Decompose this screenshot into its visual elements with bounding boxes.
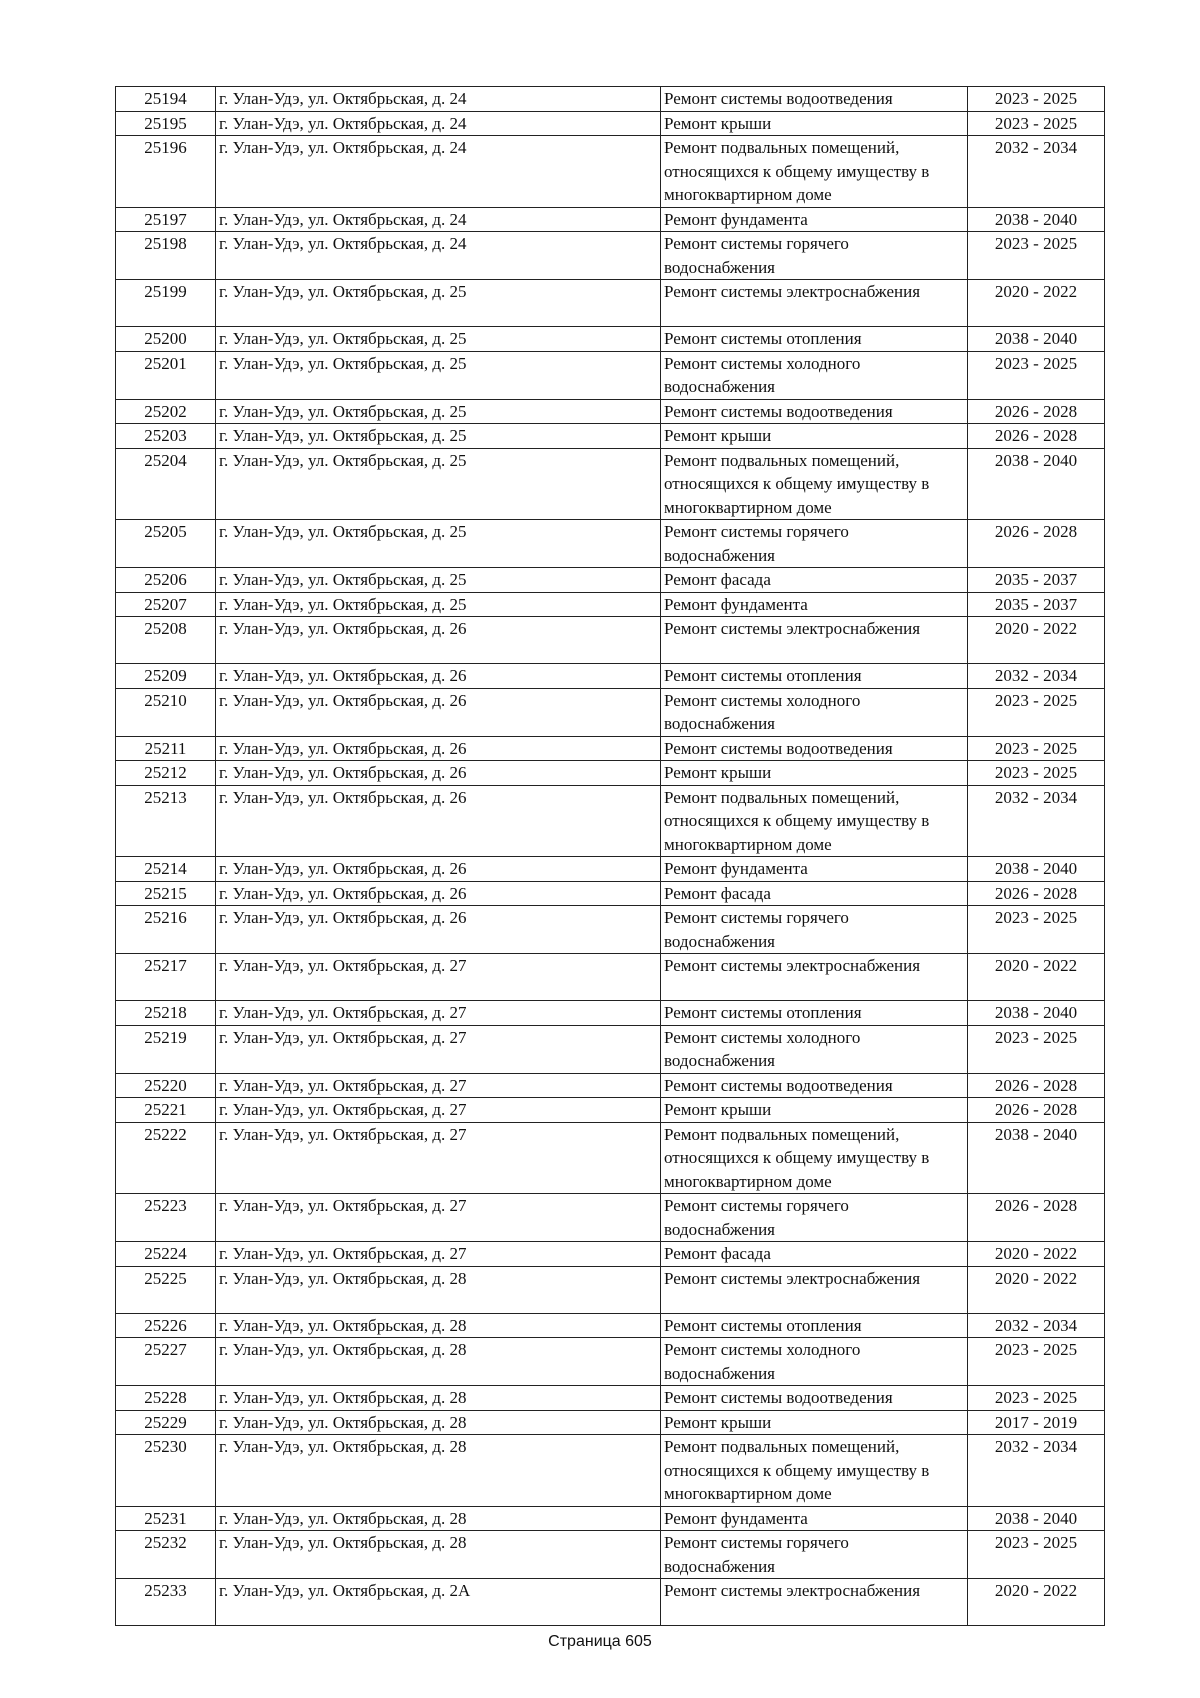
row-years: 2026 - 2028 [968, 1098, 1105, 1123]
row-years: 2026 - 2028 [968, 520, 1105, 568]
row-number: 25211 [116, 736, 216, 761]
row-address: г. Улан-Удэ, ул. Октябрьская, д. 26 [216, 881, 661, 906]
row-years: 2038 - 2040 [968, 448, 1105, 520]
table-row [116, 1001, 1105, 1026]
table-row [116, 906, 1105, 954]
row-number: 25221 [116, 1098, 216, 1123]
table-row [116, 592, 1105, 617]
row-number: 25213 [116, 785, 216, 857]
row-work-type: Ремонт системы горячего водоснабжения [661, 520, 968, 568]
table-row [116, 664, 1105, 689]
row-number: 25204 [116, 448, 216, 520]
row-work-type: Ремонт системы водоотведения [661, 736, 968, 761]
row-work-type: Ремонт системы отопления [661, 664, 968, 689]
row-address: г. Улан-Удэ, ул. Октябрьская, д. 24 [216, 87, 661, 112]
table-row [116, 881, 1105, 906]
row-years: 2026 - 2028 [968, 1194, 1105, 1242]
table-row [116, 1338, 1105, 1386]
row-address: г. Улан-Удэ, ул. Октябрьская, д. 25 [216, 399, 661, 424]
row-address: г. Улан-Удэ, ул. Октябрьская, д. 27 [216, 1073, 661, 1098]
table-row [116, 111, 1105, 136]
table-row [116, 1506, 1105, 1531]
row-address: г. Улан-Удэ, ул. Октябрьская, д. 28 [216, 1506, 661, 1531]
table-row [116, 1025, 1105, 1073]
row-address: г. Улан-Удэ, ул. Октябрьская, д. 26 [216, 736, 661, 761]
row-work-type: Ремонт системы горячего водоснабжения [661, 232, 968, 280]
row-number: 25202 [116, 399, 216, 424]
row-number: 25209 [116, 664, 216, 689]
row-work-type: Ремонт системы отопления [661, 327, 968, 352]
row-work-type: Ремонт системы горячего водоснабжения [661, 1194, 968, 1242]
row-work-type: Ремонт системы холодного водоснабжения [661, 688, 968, 736]
table-row [116, 1194, 1105, 1242]
row-number: 25201 [116, 351, 216, 399]
row-address: г. Улан-Удэ, ул. Октябрьская, д. 2А [216, 1579, 661, 1626]
table-row [116, 785, 1105, 857]
row-work-type: Ремонт системы отопления [661, 1001, 968, 1026]
table-row [116, 1435, 1105, 1507]
row-number: 25214 [116, 857, 216, 882]
row-number: 25206 [116, 568, 216, 593]
table-row [116, 327, 1105, 352]
row-years: 2038 - 2040 [968, 327, 1105, 352]
row-number: 25219 [116, 1025, 216, 1073]
row-address: г. Улан-Удэ, ул. Октябрьская, д. 25 [216, 592, 661, 617]
row-work-type: Ремонт системы горячего водоснабжения [661, 1531, 968, 1579]
row-address: г. Улан-Удэ, ул. Октябрьская, д. 27 [216, 1098, 661, 1123]
table-row [116, 1386, 1105, 1411]
row-number: 25205 [116, 520, 216, 568]
row-work-type: Ремонт системы водоотведения [661, 1073, 968, 1098]
row-number: 25228 [116, 1386, 216, 1411]
row-years: 2020 - 2022 [968, 1266, 1105, 1313]
row-number: 25212 [116, 761, 216, 786]
row-years: 2023 - 2025 [968, 1025, 1105, 1073]
row-years: 2026 - 2028 [968, 424, 1105, 449]
row-number: 25208 [116, 617, 216, 664]
table-row [116, 688, 1105, 736]
row-years: 2023 - 2025 [968, 1338, 1105, 1386]
row-work-type: Ремонт подвальных помещений, относящихся к общему имуществу в многоквартирном доме [661, 785, 968, 857]
row-number: 25218 [116, 1001, 216, 1026]
row-years: 2020 - 2022 [968, 617, 1105, 664]
row-number: 25229 [116, 1410, 216, 1435]
row-address: г. Улан-Удэ, ул. Октябрьская, д. 24 [216, 232, 661, 280]
row-address: г. Улан-Удэ, ул. Октябрьская, д. 24 [216, 207, 661, 232]
table-row [116, 351, 1105, 399]
row-years: 2032 - 2034 [968, 664, 1105, 689]
table-row [116, 1242, 1105, 1267]
row-number: 25194 [116, 87, 216, 112]
row-work-type: Ремонт системы водоотведения [661, 1386, 968, 1411]
row-work-type: Ремонт системы водоотведения [661, 399, 968, 424]
table-row [116, 736, 1105, 761]
row-work-type: Ремонт системы холодного водоснабжения [661, 351, 968, 399]
row-address: г. Улан-Удэ, ул. Октябрьская, д. 25 [216, 280, 661, 327]
row-years: 2026 - 2028 [968, 399, 1105, 424]
row-number: 25203 [116, 424, 216, 449]
row-work-type: Ремонт крыши [661, 1098, 968, 1123]
row-address: г. Улан-Удэ, ул. Октябрьская, д. 28 [216, 1435, 661, 1507]
row-address: г. Улан-Удэ, ул. Октябрьская, д. 25 [216, 327, 661, 352]
table-row [116, 1410, 1105, 1435]
row-years: 2038 - 2040 [968, 1001, 1105, 1026]
table-row [116, 954, 1105, 1001]
row-years: 2038 - 2040 [968, 1122, 1105, 1194]
row-address: г. Улан-Удэ, ул. Октябрьская, д. 26 [216, 617, 661, 664]
row-years: 2023 - 2025 [968, 1386, 1105, 1411]
row-address: г. Улан-Удэ, ул. Октябрьская, д. 25 [216, 568, 661, 593]
row-number: 25223 [116, 1194, 216, 1242]
table-row [116, 1579, 1105, 1626]
row-work-type: Ремонт системы холодного водоснабжения [661, 1338, 968, 1386]
row-address: г. Улан-Удэ, ул. Октябрьская, д. 28 [216, 1266, 661, 1313]
row-address: г. Улан-Удэ, ул. Октябрьская, д. 28 [216, 1338, 661, 1386]
row-work-type: Ремонт системы горячего водоснабжения [661, 906, 968, 954]
row-address: г. Улан-Удэ, ул. Октябрьская, д. 26 [216, 664, 661, 689]
row-years: 2026 - 2028 [968, 1073, 1105, 1098]
row-years: 2038 - 2040 [968, 857, 1105, 882]
row-work-type: Ремонт фундамента [661, 207, 968, 232]
row-years: 2017 - 2019 [968, 1410, 1105, 1435]
row-years: 2020 - 2022 [968, 280, 1105, 327]
row-number: 25195 [116, 111, 216, 136]
row-work-type: Ремонт фундамента [661, 1506, 968, 1531]
row-number: 25200 [116, 327, 216, 352]
row-address: г. Улан-Удэ, ул. Октябрьская, д. 27 [216, 1122, 661, 1194]
row-number: 25233 [116, 1579, 216, 1626]
row-address: г. Улан-Удэ, ул. Октябрьская, д. 25 [216, 520, 661, 568]
row-address: г. Улан-Удэ, ул. Октябрьская, д. 25 [216, 448, 661, 520]
table-row [116, 232, 1105, 280]
row-number: 25230 [116, 1435, 216, 1507]
row-years: 2023 - 2025 [968, 351, 1105, 399]
table-row [116, 617, 1105, 664]
row-work-type: Ремонт системы электроснабжения [661, 1579, 968, 1626]
table-row [116, 1266, 1105, 1313]
row-work-type: Ремонт системы электроснабжения [661, 954, 968, 1001]
row-years: 2020 - 2022 [968, 954, 1105, 1001]
row-work-type: Ремонт крыши [661, 424, 968, 449]
row-number: 25232 [116, 1531, 216, 1579]
table-row [116, 857, 1105, 882]
row-years: 2020 - 2022 [968, 1579, 1105, 1626]
table-row [116, 87, 1105, 112]
row-address: г. Улан-Удэ, ул. Октябрьская, д. 26 [216, 761, 661, 786]
row-number: 25217 [116, 954, 216, 1001]
table-row [116, 136, 1105, 208]
row-address: г. Улан-Удэ, ул. Октябрьская, д. 25 [216, 424, 661, 449]
row-number: 25220 [116, 1073, 216, 1098]
row-number: 25226 [116, 1313, 216, 1338]
row-address: г. Улан-Удэ, ул. Октябрьская, д. 26 [216, 906, 661, 954]
row-years: 2032 - 2034 [968, 1313, 1105, 1338]
row-work-type: Ремонт крыши [661, 1410, 968, 1435]
row-years: 2032 - 2034 [968, 785, 1105, 857]
row-work-type: Ремонт фасада [661, 568, 968, 593]
row-years: 2032 - 2034 [968, 136, 1105, 208]
row-number: 25198 [116, 232, 216, 280]
row-number: 25210 [116, 688, 216, 736]
table-row [116, 761, 1105, 786]
row-years: 2038 - 2040 [968, 207, 1105, 232]
row-address: г. Улан-Удэ, ул. Октябрьская, д. 24 [216, 111, 661, 136]
row-years: 2035 - 2037 [968, 592, 1105, 617]
row-work-type: Ремонт фасада [661, 881, 968, 906]
row-work-type: Ремонт фасада [661, 1242, 968, 1267]
works-table [115, 86, 1105, 1626]
row-years: 2023 - 2025 [968, 736, 1105, 761]
row-address: г. Улан-Удэ, ул. Октябрьская, д. 28 [216, 1386, 661, 1411]
row-years: 2023 - 2025 [968, 232, 1105, 280]
row-number: 25231 [116, 1506, 216, 1531]
row-address: г. Улан-Удэ, ул. Октябрьская, д. 27 [216, 1194, 661, 1242]
table-row [116, 399, 1105, 424]
row-work-type: Ремонт системы отопления [661, 1313, 968, 1338]
row-address: г. Улан-Удэ, ул. Октябрьская, д. 27 [216, 1025, 661, 1073]
row-work-type: Ремонт системы водоотведения [661, 87, 968, 112]
row-number: 25215 [116, 881, 216, 906]
row-address: г. Улан-Удэ, ул. Октябрьская, д. 28 [216, 1410, 661, 1435]
table-row [116, 448, 1105, 520]
row-work-type: Ремонт подвальных помещений, относящихся к общему имуществу в многоквартирном доме [661, 136, 968, 208]
row-address: г. Улан-Удэ, ул. Октябрьская, д. 26 [216, 785, 661, 857]
row-work-type: Ремонт подвальных помещений, относящихся к общему имуществу в многоквартирном доме [661, 448, 968, 520]
row-address: г. Улан-Удэ, ул. Октябрьская, д. 24 [216, 136, 661, 208]
row-work-type: Ремонт подвальных помещений, относящихся к общему имуществу в многоквартирном доме [661, 1435, 968, 1507]
row-years: 2023 - 2025 [968, 1531, 1105, 1579]
table-row [116, 1313, 1105, 1338]
row-number: 25222 [116, 1122, 216, 1194]
row-number: 25216 [116, 906, 216, 954]
row-work-type: Ремонт системы электроснабжения [661, 617, 968, 664]
row-work-type: Ремонт системы электроснабжения [661, 1266, 968, 1313]
row-years: 2023 - 2025 [968, 87, 1105, 112]
row-address: г. Улан-Удэ, ул. Октябрьская, д. 27 [216, 954, 661, 1001]
page-number: Страница 605 [548, 1633, 652, 1650]
row-years: 2023 - 2025 [968, 761, 1105, 786]
row-work-type: Ремонт фундамента [661, 592, 968, 617]
row-years: 2023 - 2025 [968, 906, 1105, 954]
row-years: 2038 - 2040 [968, 1506, 1105, 1531]
row-years: 2020 - 2022 [968, 1242, 1105, 1267]
table-row [116, 1122, 1105, 1194]
row-work-type: Ремонт системы электроснабжения [661, 280, 968, 327]
row-years: 2032 - 2034 [968, 1435, 1105, 1507]
table-row [116, 280, 1105, 327]
table-row [116, 1073, 1105, 1098]
table-row [116, 424, 1105, 449]
row-number: 25197 [116, 207, 216, 232]
table-row [116, 207, 1105, 232]
row-number: 25199 [116, 280, 216, 327]
row-number: 25225 [116, 1266, 216, 1313]
row-years: 2023 - 2025 [968, 688, 1105, 736]
row-address: г. Улан-Удэ, ул. Октябрьская, д. 26 [216, 857, 661, 882]
row-address: г. Улан-Удэ, ул. Октябрьская, д. 27 [216, 1001, 661, 1026]
row-address: г. Улан-Удэ, ул. Октябрьская, д. 26 [216, 688, 661, 736]
row-years: 2026 - 2028 [968, 881, 1105, 906]
table-row [116, 568, 1105, 593]
row-years: 2023 - 2025 [968, 111, 1105, 136]
row-address: г. Улан-Удэ, ул. Октябрьская, д. 25 [216, 351, 661, 399]
row-work-type: Ремонт крыши [661, 761, 968, 786]
works-table-body [116, 87, 1105, 1626]
row-work-type: Ремонт системы холодного водоснабжения [661, 1025, 968, 1073]
row-number: 25224 [116, 1242, 216, 1267]
table-row [116, 520, 1105, 568]
table-row [116, 1098, 1105, 1123]
row-number: 25227 [116, 1338, 216, 1386]
row-work-type: Ремонт крыши [661, 111, 968, 136]
row-work-type: Ремонт подвальных помещений, относящихся к общему имуществу в многоквартирном доме [661, 1122, 968, 1194]
row-address: г. Улан-Удэ, ул. Октябрьская, д. 27 [216, 1242, 661, 1267]
row-years: 2035 - 2037 [968, 568, 1105, 593]
row-number: 25196 [116, 136, 216, 208]
row-address: г. Улан-Удэ, ул. Октябрьская, д. 28 [216, 1313, 661, 1338]
row-number: 25207 [116, 592, 216, 617]
row-work-type: Ремонт фундамента [661, 857, 968, 882]
table-row [116, 1531, 1105, 1579]
row-address: г. Улан-Удэ, ул. Октябрьская, д. 28 [216, 1531, 661, 1579]
